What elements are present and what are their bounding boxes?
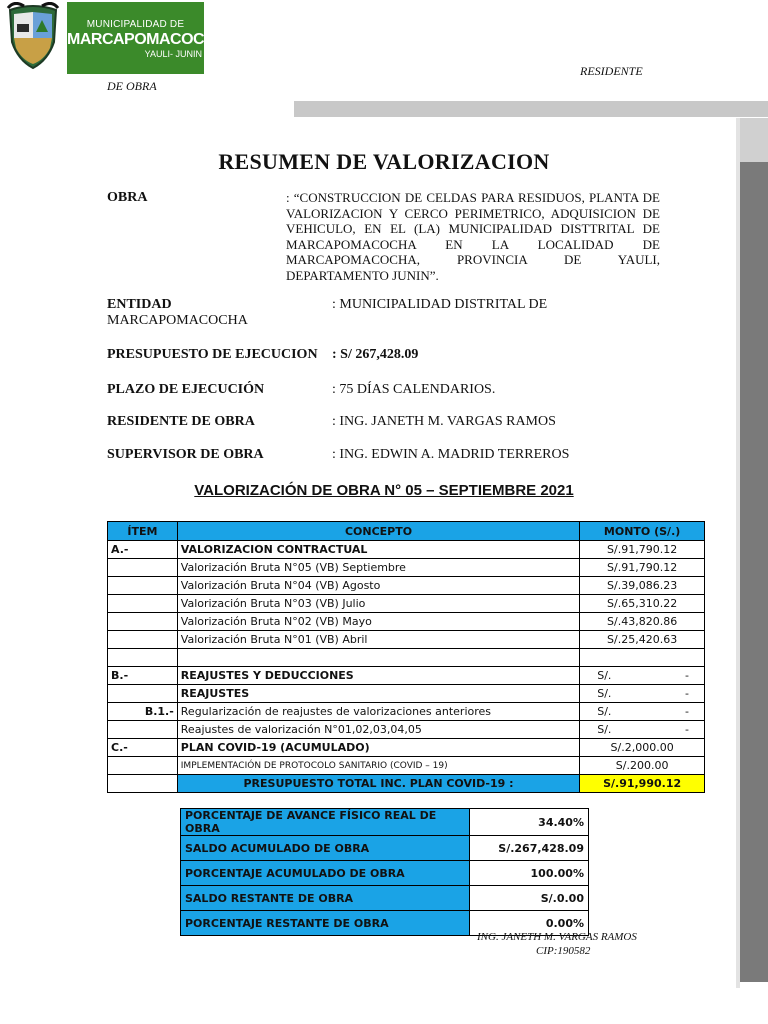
header-residente: RESIDENTE (580, 64, 643, 78)
amount-cell: S/.43,820.86 (580, 613, 705, 631)
table-row (108, 631, 705, 649)
item-cell (108, 559, 178, 577)
obra-value: : “CONSTRUCCION DE CELDAS PARA RESIDUOS, PLANTA DE VALORIZACION Y CERCO PERIMETRICO, ADQUISICION DE VEHICULO, EN EL (LA) MUNICIPALIDAD DISTTRITAL DE MARCAPOMACOCHA EN LA LOCALIDAD DE MARCAPOMACOCHA, PROVINCIA DE YAULI, DEPARTAMENTO JUNIN”. (286, 190, 660, 283)
item-cell (108, 577, 178, 595)
amount-cell: S/.91,790.12 (580, 541, 705, 559)
table-row (108, 685, 705, 703)
amount-cell (580, 667, 705, 685)
municipality-logo-banner (67, 2, 227, 74)
table-total-row (108, 775, 705, 793)
summary-row (181, 861, 589, 886)
table-header-row (108, 522, 705, 541)
concept-cell: Valorización Bruta N°05 (VB) Septiembre (177, 559, 579, 577)
amount-cell: S/.2,000.00 (580, 739, 705, 757)
currency: S/. (597, 723, 612, 736)
item-cell (108, 775, 178, 793)
amount-cell: S/.200.00 (580, 757, 705, 775)
concept-cell (177, 649, 579, 667)
obra-label: OBRA (107, 190, 148, 205)
table-row (108, 559, 705, 577)
item-cell (108, 613, 178, 631)
entidad-value: : MUNICIPALIDAD DISTRITAL DE (332, 297, 548, 312)
item-cell (108, 721, 178, 739)
valorizacion-table (107, 521, 705, 793)
plazo-value: : 75 DÍAS CALENDARIOS. (332, 382, 496, 397)
concept-cell: REAJUSTES (177, 685, 579, 703)
amount-cell (580, 649, 705, 667)
amount: - (685, 687, 689, 700)
summary-value: 100.00% (470, 861, 589, 886)
table-row (108, 757, 705, 775)
table-row (108, 703, 705, 721)
amount-cell: S/.39,086.23 (580, 577, 705, 595)
plazo-label: PLAZO DE EJECUCIÓN (107, 382, 265, 397)
table-row (108, 721, 705, 739)
total-label: PRESUPUESTO TOTAL INC. PLAN COVID-19 : (177, 775, 579, 793)
header-item: ÍTEM (108, 522, 178, 541)
residente-value: : ING. JANETH M. VARGAS RAMOS (332, 414, 556, 429)
concept-cell: REAJUSTES Y DEDUCCIONES (177, 667, 579, 685)
amount-cell: S/.25,420.63 (580, 631, 705, 649)
entidad-value-cont: MARCAPOMACOCHA (107, 313, 248, 328)
item-cell: B.- (108, 667, 178, 685)
item-cell: C.- (108, 739, 178, 757)
concept-cell: Valorización Bruta N°01 (VB) Abril (177, 631, 579, 649)
header-monto: MONTO (S/.) (580, 522, 705, 541)
concept-cell: Regularización de reajustes de valorizaciones anteriores (177, 703, 579, 721)
concept-cell: VALORIZACION CONTRACTUAL (177, 541, 579, 559)
summary-row (181, 886, 589, 911)
amount: - (685, 705, 689, 718)
municipal-shield-logo (4, 2, 62, 70)
summary-label: PORCENTAJE DE AVANCE FÍSICO REAL DE OBRA (181, 809, 470, 836)
concept-cell: Valorización Bruta N°02 (VB) Mayo (177, 613, 579, 631)
table-row (108, 613, 705, 631)
item-cell (108, 649, 178, 667)
amount-cell (580, 703, 705, 721)
header-concepto: CONCEPTO (177, 522, 579, 541)
header-divider-bar (294, 101, 768, 117)
supervisor-value: : ING. EDWIN A. MADRID TERREROS (332, 447, 570, 462)
supervisor-label: SUPERVISOR DE OBRA (107, 447, 264, 462)
table-row (108, 739, 705, 757)
concept-cell: Valorización Bruta N°03 (VB) Julio (177, 595, 579, 613)
currency: S/. (597, 669, 612, 682)
table-row (108, 595, 705, 613)
logo-line-2: MARCAPOMACOCHA (67, 31, 227, 48)
table-row (108, 577, 705, 595)
page-shadow-inner (736, 118, 740, 988)
page-shadow-right (740, 162, 768, 982)
currency: S/. (597, 687, 612, 700)
header-de-obra: DE OBRA (107, 79, 157, 93)
concept-cell: IMPLEMENTACIÓN DE PROTOCOLO SANITARIO (COVID – 19) (177, 757, 579, 775)
signature-cip: CIP:190582 (536, 945, 591, 957)
entidad-label: ENTIDAD (107, 297, 172, 312)
concept-cell: Valorización Bruta N°04 (VB) Agosto (177, 577, 579, 595)
item-cell (108, 685, 178, 703)
table-row (108, 541, 705, 559)
total-amount: S/.91,990.12 (580, 775, 705, 793)
concept-cell: PLAN COVID-19 (ACUMULADO) (177, 739, 579, 757)
logo-line-3: YAULI- JUNIN (144, 49, 202, 59)
summary-row (181, 809, 589, 836)
summary-value: S/.0.00 (470, 886, 589, 911)
amount: - (685, 669, 689, 682)
summary-value: 0.00% (470, 911, 589, 936)
residente-label: RESIDENTE DE OBRA (107, 414, 255, 429)
amount: - (685, 723, 689, 736)
summary-value: 34.40% (470, 809, 589, 836)
amount-cell: S/.91,790.12 (580, 559, 705, 577)
amount-cell (580, 685, 705, 703)
signature-name: ING. JANETH M. VARGAS RAMOS (477, 931, 637, 943)
presupuesto-value: : S/ 267,428.09 (332, 347, 419, 362)
item-cell (108, 631, 178, 649)
table-row (108, 667, 705, 685)
amount-cell: S/.65,310.22 (580, 595, 705, 613)
summary-label: PORCENTAJE RESTANTE DE OBRA (181, 911, 470, 936)
summary-row (181, 836, 589, 861)
summary-label: PORCENTAJE ACUMULADO DE OBRA (181, 861, 470, 886)
summary-label: SALDO ACUMULADO DE OBRA (181, 836, 470, 861)
summary-value: S/.267,428.09 (470, 836, 589, 861)
item-cell (108, 595, 178, 613)
item-cell (108, 757, 178, 775)
document-title: RESUMEN DE VALORIZACION (218, 149, 550, 174)
item-cell: B.1.- (108, 703, 178, 721)
item-cell: A.- (108, 541, 178, 559)
table-row-empty (108, 649, 705, 667)
concept-cell: Reajustes de valorización N°01,02,03,04,05 (177, 721, 579, 739)
currency: S/. (597, 705, 612, 718)
logo-line-1: MUNICIPALIDAD DE (86, 19, 185, 30)
valorizacion-subtitle: VALORIZACIÓN DE OBRA N° 05 – SEPTIEMBRE 2021 (194, 482, 574, 499)
presupuesto-label: PRESUPUESTO DE EJECUCION (107, 347, 318, 362)
amount-cell (580, 721, 705, 739)
summary-label: SALDO RESTANTE DE OBRA (181, 886, 470, 911)
summary-table (180, 808, 589, 936)
